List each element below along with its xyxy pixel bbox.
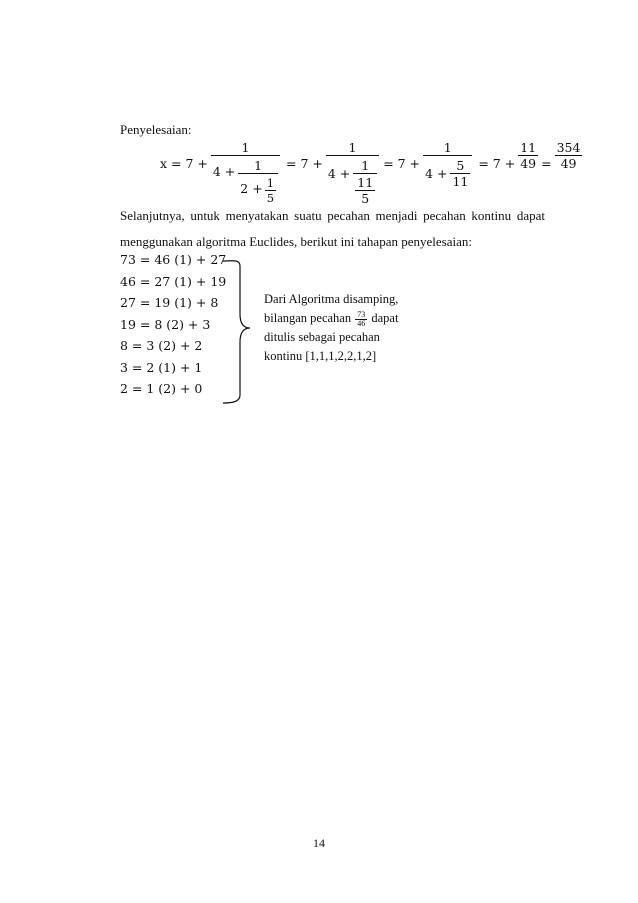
fraction-term-5: $\frac{354}{49}$ [556,140,581,171]
euclid-step: 8 = 3 (2) + 2 [120,338,203,353]
euclid-step: 27 = 19 (1) + 8 [120,295,219,310]
note-line-2: bilangan pecahan $\frac{73}{46}$ dapat [264,309,399,328]
expr-eq-2: = 7 + [383,156,421,171]
fraction-term-1: 1 4 + 1 2 + $\frac{1}{5}$ [211,140,280,205]
note-fraction: $\frac{73}{46}$ [357,309,366,328]
continued-fraction-expression [160,140,582,206]
note-line-1: Dari Algoritma disamping, [264,292,399,306]
euclid-step: 3 = 2 (1) + 1 [120,359,203,375]
euclid-step: 2 = 1 (2) + 0 [120,381,203,396]
fraction-term-4: $\frac{11}{49}$ [520,140,537,171]
expr-eq-3: = 7 + [478,156,516,171]
page-number: 14 [313,836,325,850]
curly-brace-icon [210,250,270,410]
expr-lhs: x = 7 + [160,156,208,171]
body-paragraph: Selanjutnya, untuk menyatakan suatu pecahan menjadi pecahan kontinu dapat menggunakan algoritma Euclides, berikut ini tahapan penyelesaian: [120,208,545,249]
euclid-step: 46 = 27 (1) + 19 [120,273,227,289]
fraction-term-2: 1 4 + $\frac{1}{\frac{11}{5}}$ [326,140,379,206]
expr-eq-1: = 7 + [286,156,323,171]
algorithm-note [264,290,398,366]
euclid-step: 19 = 8 (2) + 3 [120,316,211,332]
expr-eq-4: = [541,156,552,171]
note-line-4: kontinu [1,1,1,2,2,1,2] [264,349,377,363]
section-heading: Penyelesaian: [120,122,192,137]
fraction-term-3: 1 4 + $\frac{5}{11}$ [423,140,472,189]
euclid-step: 73 = 46 (1) + 27 [120,252,227,267]
note-line-3: ditulis sebagai pecahan [264,330,380,344]
